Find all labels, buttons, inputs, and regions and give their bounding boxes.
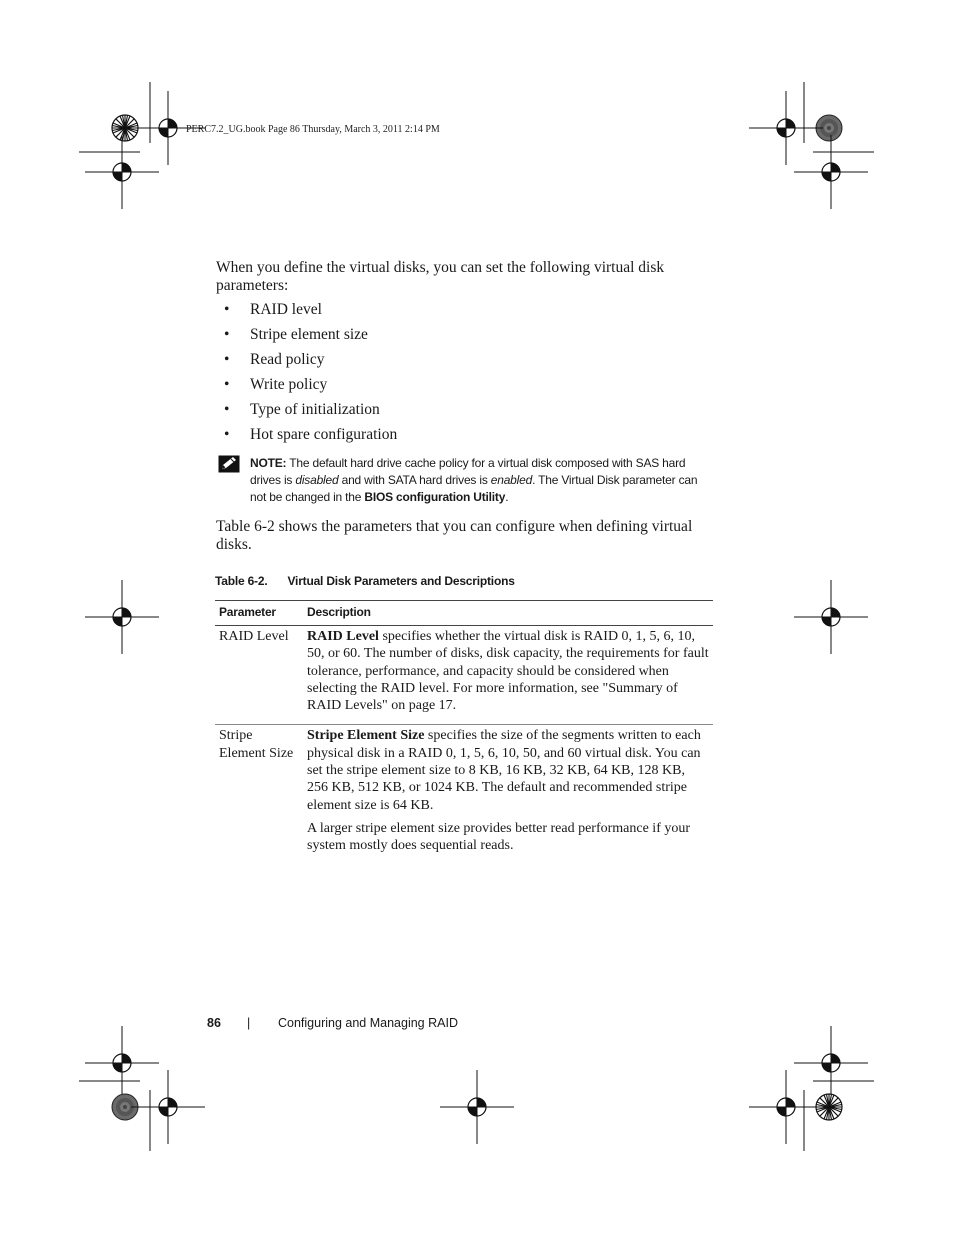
note-text-run: and with SATA hard drives is xyxy=(338,473,491,487)
parameter-cell: RAID Level xyxy=(215,626,303,725)
list-item-text: Write policy xyxy=(250,376,328,393)
description-cell xyxy=(303,626,713,725)
registration-crosshair-icon xyxy=(794,135,868,209)
print-header: PERC7.2_UG.book Page 86 Thursday, March 3, 2011 2:14 PM xyxy=(186,124,440,135)
description-text: specifies the size of the segments written to each physical disk in a RAID 0, 1, 5, 6, 10, 50, and 60 virtual disk. You can set the stripe element size to 8 KB, 16 KB, 32 KB, 64 KB, 128 KB, 256 KB, 512 KB, or 1024 KB. The default and recommended stripe element size is 64 KB. xyxy=(307,728,701,813)
section-title: Configuring and Managing RAID xyxy=(278,1016,458,1030)
bullet: • xyxy=(224,376,230,393)
registration-crosshair-icon xyxy=(85,580,159,654)
list-item-text: Read policy xyxy=(250,351,325,368)
note-emphasis: enabled xyxy=(490,473,533,487)
list-item-text: Hot spare configuration xyxy=(250,426,398,443)
pencil-note-icon xyxy=(218,455,240,478)
intro-paragraph: When you define the virtual disks, you can set the following virtual disk parameters: xyxy=(216,259,665,294)
note-text-run: . xyxy=(505,490,509,504)
registration-crosshair-icon xyxy=(749,1070,823,1144)
note-text-run: The default hard drive cache policy for a virtual disk composed with SAS hard drives is xyxy=(250,456,686,487)
parameter-cell: Stripe Element Size xyxy=(219,728,294,761)
description-paragraph xyxy=(307,727,709,813)
footer-separator: | xyxy=(247,1016,251,1030)
note-text xyxy=(250,455,716,506)
description-term: Stripe Element Size xyxy=(307,728,425,744)
column-header-description: Description xyxy=(303,601,713,626)
registration-crosshair-icon xyxy=(85,1026,159,1100)
registration-crosshair-icon xyxy=(794,1026,868,1100)
description-paragraph: A larger stripe element size provides better read performance if your system mostly does sequential reads. xyxy=(307,820,691,854)
bullet: • xyxy=(224,351,230,368)
table-caption-title: Virtual Disk Parameters and Descriptions xyxy=(287,574,515,588)
registration-crosshair-icon xyxy=(85,135,159,209)
table-intro-paragraph: Table 6-2 shows the parameters that you can configure when defining virtual disks. xyxy=(216,518,693,553)
list-item xyxy=(216,326,716,351)
table-row xyxy=(215,626,713,725)
registration-crosshair-icon xyxy=(131,1070,205,1144)
column-header-parameter: Parameter xyxy=(215,601,303,626)
description-term: RAID Level xyxy=(307,629,379,644)
description-paragraph xyxy=(307,628,709,714)
list-item xyxy=(216,401,716,426)
starburst-registration-icon xyxy=(816,1094,842,1120)
bullet: • xyxy=(224,326,230,343)
page-number: 86 xyxy=(207,1016,221,1030)
note-label: NOTE: xyxy=(250,456,287,470)
registration-crosshair-icon xyxy=(749,91,823,165)
list-item xyxy=(216,426,716,451)
note-emphasis: disabled xyxy=(295,473,339,487)
bullet: • xyxy=(224,301,230,318)
note-text-run: . The Virtual Disk parameter can not be changed in the xyxy=(250,473,698,504)
parameters-table xyxy=(215,600,713,865)
note-block xyxy=(216,455,716,506)
list-item xyxy=(216,376,716,401)
description-cell xyxy=(303,725,713,865)
bullet: • xyxy=(224,401,230,418)
description-text: specifies whether the virtual disk is RAID 0, 1, 5, 6, 10, 50, or 60. The number of disks, disk capacity, the requirements for fault tolerance, performance, and capacity should be considered when selecting the RAID level. For more information, see "Summary of RAID Levels" on page 17. xyxy=(307,629,709,714)
table-header-row xyxy=(215,601,713,626)
table-caption xyxy=(215,574,716,588)
note-bold-term: BIOS configuration Utility xyxy=(364,490,506,504)
parameter-list xyxy=(216,301,716,451)
registration-crosshair-icon xyxy=(440,1070,514,1144)
table-row xyxy=(215,725,713,865)
registration-crosshair-icon xyxy=(794,580,868,654)
list-item-text: Type of initialization xyxy=(250,401,380,418)
list-item-text: Stripe element size xyxy=(250,326,368,343)
list-item-text: RAID level xyxy=(250,301,322,318)
bullet: • xyxy=(224,426,230,443)
page-body xyxy=(216,259,716,865)
table-caption-number: Table 6-2. xyxy=(215,574,268,588)
list-item xyxy=(216,351,716,376)
list-item xyxy=(216,301,716,326)
